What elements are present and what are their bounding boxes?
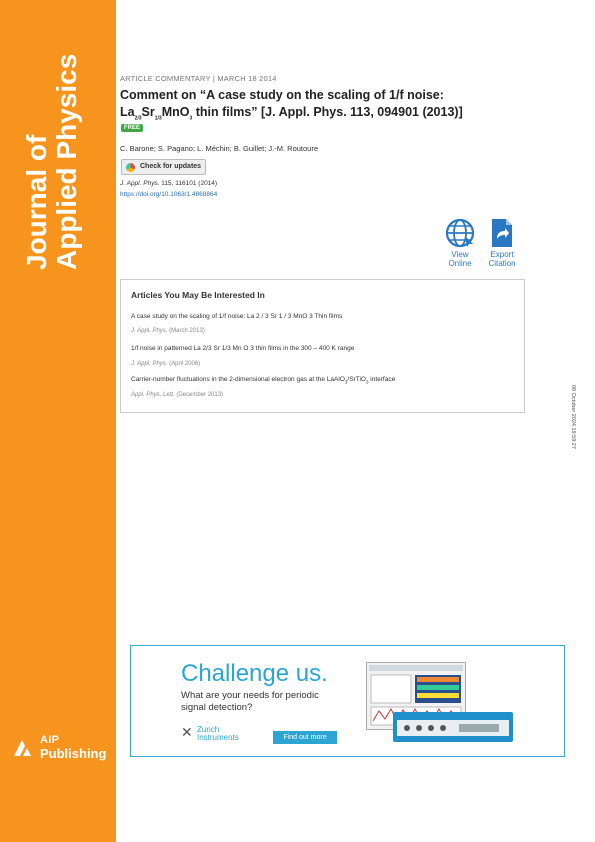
related-article-ref [131,328,205,334]
citation-journal: J. Appl. Phys. [120,180,160,187]
article-meta [120,74,277,83]
related-article-ref [131,361,200,367]
title-part: /SrTiO [347,376,366,383]
title-line1: Comment on “A case study on the scaling of 1/f noise: [120,88,444,102]
ad-brand-name: Zurich Instruments [197,725,239,742]
related-article-title[interactable]: 1/f noise in patterned La 2/3 Sr 1/3 Mn O 3 thin films in the 300 – 400 K range [131,345,355,352]
doi-link[interactable]: https://doi.org/10.1063/1.4868864 [120,191,218,198]
ad-instrument-image [393,712,513,742]
view-online-line2: Online [448,259,472,268]
meta-separator: | [212,74,216,83]
globe-icon [445,218,475,248]
related-article-title[interactable]: A case study on the scaling of 1/f noise: La 2 / 3 Sr 1 / 3 MnO 3 Thin films [131,313,343,320]
journal-title-line1: Journal of [21,134,52,270]
export-citation-line2: Citation [488,259,516,268]
title-part: La [120,105,135,119]
author-list[interactable]: C. Barone; S. Pagano; L. Méchin; B. Guillet; J.-M. Routoure [120,144,319,153]
title-part: thin films” [J. Appl. Phys. 113, 094901 (2013)] [192,105,463,119]
aip-logo-top: AIP [40,734,60,746]
related-articles-heading: Articles You May Be Interested In [131,290,265,300]
title-sub: 3 [365,379,369,385]
crossmark-icon [126,163,135,172]
title-sub: 3 [189,115,193,122]
related-article-journal: J. Appl. Phys. [131,361,168,367]
check-updates-label: Check for updates [140,163,202,170]
journal-title[interactable] [22,20,82,270]
related-article-date: (April 2006) [167,361,201,367]
ad-device-graphic [393,712,513,742]
find-out-more-button[interactable]: Find out more [273,731,337,744]
ad-headline: Challenge us. [181,660,328,687]
title-part: interface [368,376,396,383]
aip-logo-bottom: Publishing [40,746,107,761]
advertisement-banner[interactable] [130,645,565,757]
free-badge: FREE [121,124,143,132]
related-article-journal: Appl. Phys. Lett. [131,392,175,398]
title-part: Carrier-number fluctuations in the 2-dimensional electron gas at the LaAlO [131,376,345,383]
view-online-button[interactable] [441,218,479,268]
title-sub: 3 [344,379,348,385]
related-article-date: (December 2013) [174,392,224,398]
ad-subline: What are your needs for periodic signal detection? [181,690,319,713]
title-sub: 1/3 [154,115,162,122]
article-date: MARCH 18 2014 [217,74,277,83]
related-article-ref [131,392,223,398]
export-citation-button[interactable] [483,218,521,268]
title-part: Sr [141,105,155,119]
zurich-instruments-logo-icon: ✕ [181,724,193,740]
aip-logo-icon [12,736,36,758]
related-articles-box [120,279,525,413]
export-citation-line1: Export [490,250,514,259]
title-part: MnO [161,105,190,119]
related-article-date: (March 2013) [167,328,205,334]
title-line2 [120,104,520,128]
related-article-journal: J. Appl. Phys. [131,328,168,334]
article-title [120,87,520,128]
title-sub: 2/3 [134,115,142,122]
journal-sidebar [0,0,116,842]
citation-details: 115, 116101 (2014) [159,180,218,187]
citation [120,180,217,187]
journal-title-line2: Applied Physics [51,53,82,270]
related-article-title[interactable] [131,376,395,384]
check-for-updates-button[interactable] [121,159,206,175]
export-document-icon [489,218,515,248]
article-type: ARTICLE COMMENTARY [120,74,211,83]
download-timestamp: 08 October 2024 19:59:27 [570,385,576,449]
view-online-line1: View [451,250,469,259]
